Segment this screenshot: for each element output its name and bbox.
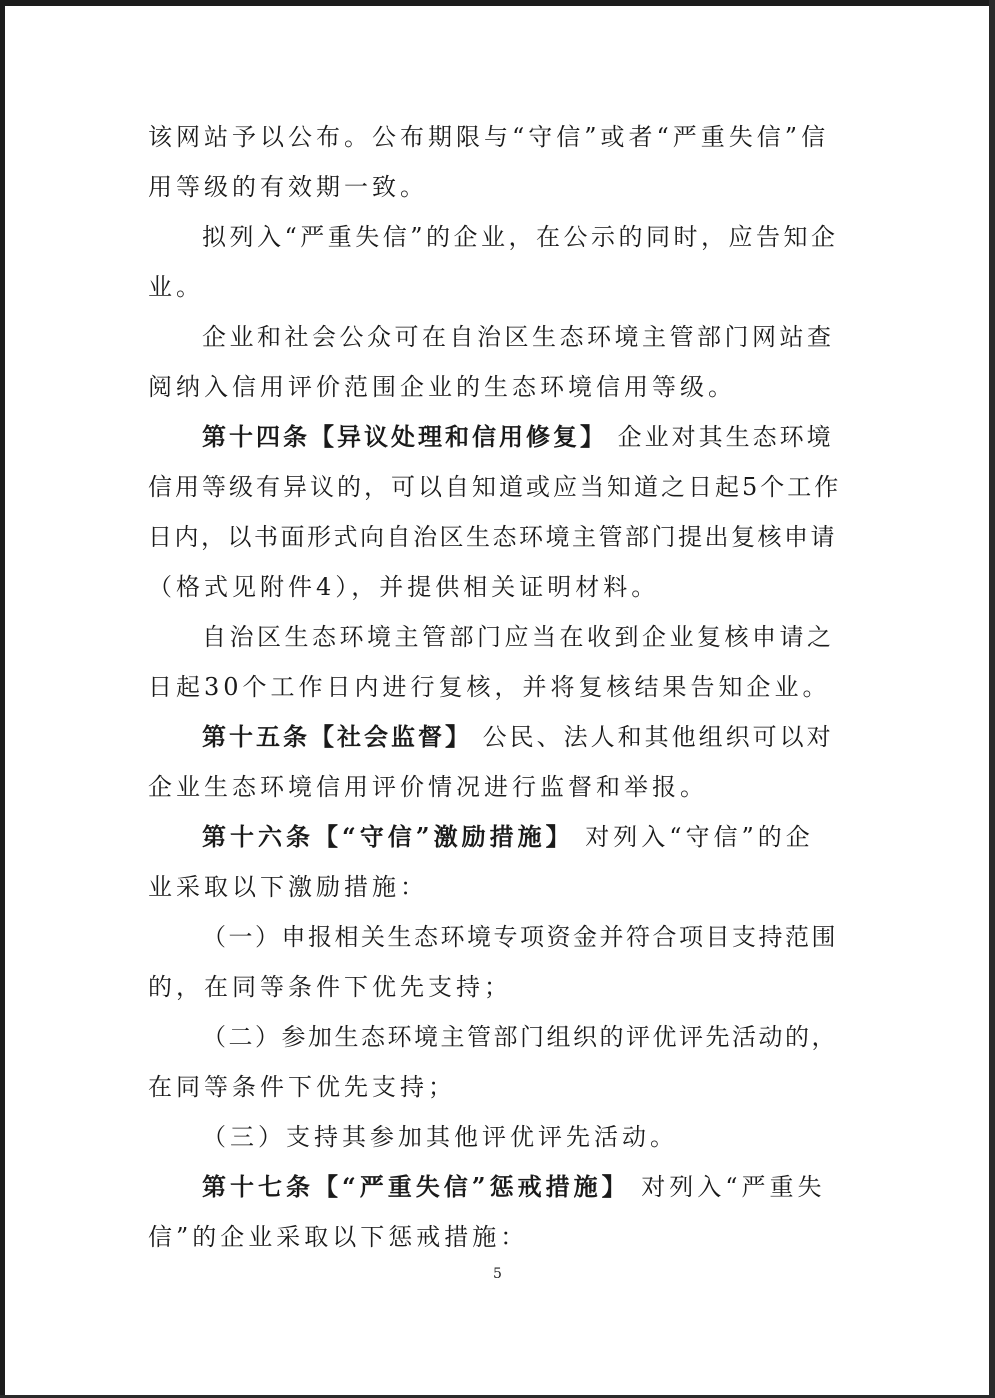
text-line — [148, 1162, 842, 1212]
text-line — [148, 412, 842, 462]
scan-border-left — [0, 0, 5, 1398]
page-number: 5 — [493, 1266, 502, 1282]
text-run: 公民、法人和其他组织可以对 — [472, 723, 834, 751]
text-line — [148, 912, 842, 962]
text-line — [148, 162, 842, 212]
text-run: 业。 — [148, 273, 204, 301]
text-run: 日起30个工作日内进行复核，并将复核结果告知企业。 — [148, 673, 831, 701]
text-line — [148, 112, 842, 162]
text-run: 用等级的有效期一致。 — [148, 173, 428, 201]
body-text — [148, 112, 842, 1262]
text-run: 企业和社会公众可在自治区生态环境主管部门网站查 — [202, 323, 835, 351]
text-run: 该网站予以公布。公布期限与“守信”或者“严重失信”信 — [148, 123, 830, 151]
text-run: 自治区生态环境主管部门应当在收到企业复核申请之 — [202, 623, 835, 651]
text-line — [148, 1212, 842, 1262]
article-heading: 第十五条【社会监督】 — [202, 722, 472, 751]
text-line — [148, 712, 842, 762]
text-run: 企业生态环境信用评价情况进行监督和举报。 — [148, 773, 708, 801]
text-line — [148, 262, 842, 312]
text-line — [148, 1012, 842, 1062]
text-line — [148, 212, 842, 262]
text-run: 阅纳入信用评价范围企业的生态环境信用等级。 — [148, 373, 736, 401]
text-line — [148, 1112, 842, 1162]
text-line — [148, 612, 842, 662]
article-heading: 第十六条【“守信”激励措施】 — [202, 822, 574, 851]
text-run: （二）参加生态环境主管部门组织的评优评先活动的， — [202, 1023, 838, 1051]
text-run: 对列入“严重失 — [629, 1173, 826, 1201]
text-run: 的，在同等条件下优先支持； — [148, 973, 512, 1001]
text-line — [148, 1062, 842, 1112]
text-line — [148, 812, 842, 862]
text-run: （一）申报相关生态环境专项资金并符合项目支持范围 — [202, 923, 838, 951]
article-heading: 第十七条【“严重失信”惩戒措施】 — [202, 1172, 630, 1201]
text-run: （三）支持其参加其他评优评先活动。 — [202, 1123, 678, 1151]
text-run: （格式见附件4），并提供相关证明材料。 — [148, 573, 660, 601]
text-line — [148, 962, 842, 1012]
text-line — [148, 362, 842, 412]
text-line — [148, 512, 842, 562]
text-run: 信”的企业采取以下惩戒措施： — [148, 1223, 529, 1251]
text-line — [148, 462, 842, 512]
text-run: 在同等条件下优先支持； — [148, 1073, 456, 1101]
text-line — [148, 312, 842, 362]
text-line — [148, 562, 842, 612]
text-line — [148, 762, 842, 812]
text-line — [148, 862, 842, 912]
scan-border-top — [0, 0, 995, 6]
text-run: 日内，以书面形式向自治区生态环境主管部门提出复核申请 — [148, 523, 837, 551]
text-run: 对列入“守信”的企 — [573, 823, 814, 851]
text-run: 拟列入“严重失信”的企业，在公示的同时，应告知企 — [202, 223, 839, 251]
text-line — [148, 662, 842, 712]
article-heading: 第十四条【异议处理和信用修复】 — [202, 422, 607, 451]
text-run: 信用等级有异议的，可以自知道或应当知道之日起5个工作 — [148, 473, 842, 501]
text-run: 企业对其生态环境 — [607, 423, 834, 451]
scan-border-right — [989, 0, 995, 1398]
text-run: 业采取以下激励措施： — [148, 873, 428, 901]
